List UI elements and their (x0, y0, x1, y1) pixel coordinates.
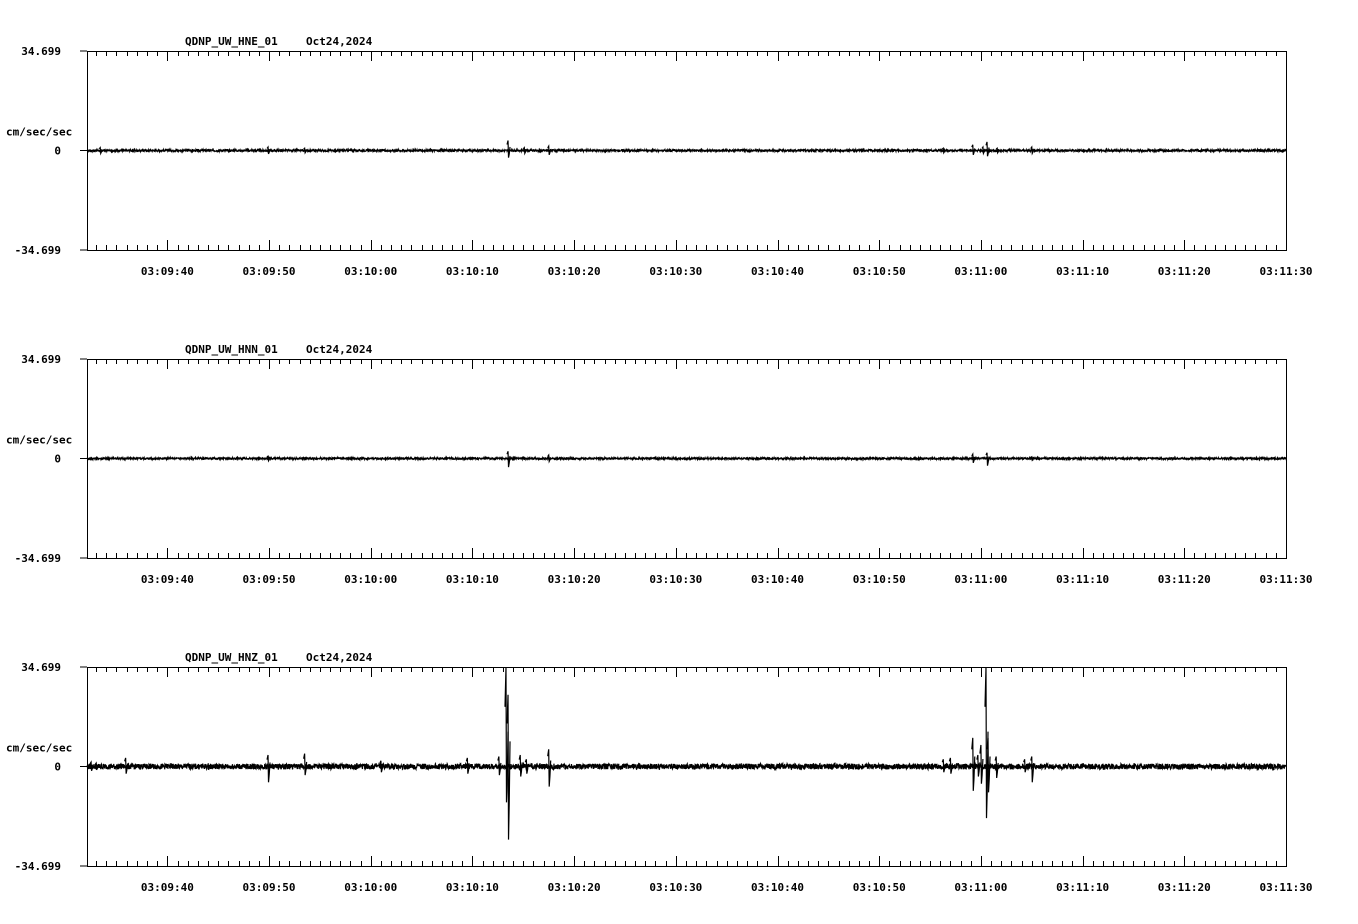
xtick-label: 03:11:30 (1259, 265, 1313, 278)
waveform-spike (267, 755, 270, 782)
xtick-label: 03:10:20 (547, 265, 601, 278)
ytick-label-zero: 0 (54, 452, 61, 466)
ytick-label-min: -34.699 (14, 552, 61, 565)
ytick-label-zero: 0 (54, 144, 61, 158)
xtick-label: 03:11:00 (954, 881, 1008, 894)
xtick-label: 03:09:40 (140, 573, 194, 586)
date-label: Oct24,2024 (306, 35, 373, 48)
xtick-label: 03:10:10 (445, 881, 499, 894)
date-label: Oct24,2024 (306, 651, 373, 664)
xtick-label: 03:10:40 (751, 265, 805, 278)
xtick-label: 03:10:00 (344, 573, 398, 586)
station-label: QDNP_UW_HNZ_01 (185, 651, 278, 664)
waveform-spike (304, 754, 307, 776)
xtick-label: 03:10:30 (649, 881, 703, 894)
xtick-label: 03:11:00 (954, 573, 1008, 586)
panel-3 (6, 651, 1312, 894)
xtick-label: 03:10:00 (344, 881, 398, 894)
xtick-label: 03:11:20 (1157, 573, 1211, 586)
y-axis-label: cm/sec/sec (6, 741, 73, 755)
station-label: QDNP_UW_HNN_01 (185, 343, 278, 356)
xtick-label: 03:10:10 (445, 573, 499, 586)
ytick-label-max: 34.699 (21, 45, 61, 58)
ytick-label-max: 34.699 (21, 353, 61, 366)
xtick-label: 03:10:50 (852, 881, 906, 894)
waveform-spike (507, 140, 510, 157)
panel-2 (6, 343, 1312, 586)
ytick-label-min: -34.699 (14, 244, 61, 257)
ytick-label-zero: 0 (54, 760, 61, 774)
xtick-label: 03:09:40 (140, 265, 194, 278)
xtick-label: 03:11:30 (1259, 881, 1313, 894)
xtick-label: 03:10:30 (649, 265, 703, 278)
xtick-label: 03:09:50 (242, 265, 296, 278)
waveform-spike (1031, 756, 1034, 782)
xtick-label: 03:11:10 (1056, 881, 1110, 894)
ytick-label-max: 34.699 (21, 661, 61, 674)
xtick-label: 03:10:40 (751, 881, 805, 894)
xtick-label: 03:10:30 (649, 573, 703, 586)
xtick-label: 03:09:50 (242, 881, 296, 894)
date-label: Oct24,2024 (306, 343, 373, 356)
xtick-label: 03:11:10 (1056, 265, 1110, 278)
xtick-label: 03:10:20 (547, 881, 601, 894)
xtick-label: 03:10:50 (852, 573, 906, 586)
y-axis-label: cm/sec/sec (6, 125, 73, 139)
xtick-label: 03:10:40 (751, 573, 805, 586)
xtick-label: 03:11:20 (1157, 265, 1211, 278)
xtick-label: 03:10:50 (852, 265, 906, 278)
waveform-trace (87, 458, 1286, 460)
panel-1 (6, 35, 1312, 278)
xtick-label: 03:11:10 (1056, 573, 1110, 586)
waveform-spike (942, 759, 945, 772)
xtick-label: 03:11:20 (1157, 881, 1211, 894)
xtick-label: 03:09:40 (140, 881, 194, 894)
waveform-spike (505, 667, 508, 802)
xtick-label: 03:10:20 (547, 573, 601, 586)
ytick-label-min: -34.699 (14, 860, 61, 873)
xtick-label: 03:11:30 (1259, 573, 1313, 586)
station-label: QDNP_UW_HNE_01 (185, 35, 278, 48)
xtick-label: 03:10:00 (344, 265, 398, 278)
xtick-label: 03:10:10 (445, 265, 499, 278)
waveform-trace (87, 150, 1286, 152)
xtick-label: 03:11:00 (954, 265, 1008, 278)
waveform-trace (87, 764, 1286, 770)
xtick-label: 03:09:50 (242, 573, 296, 586)
y-axis-label: cm/sec/sec (6, 433, 73, 447)
waveform-spikes (90, 667, 1034, 840)
